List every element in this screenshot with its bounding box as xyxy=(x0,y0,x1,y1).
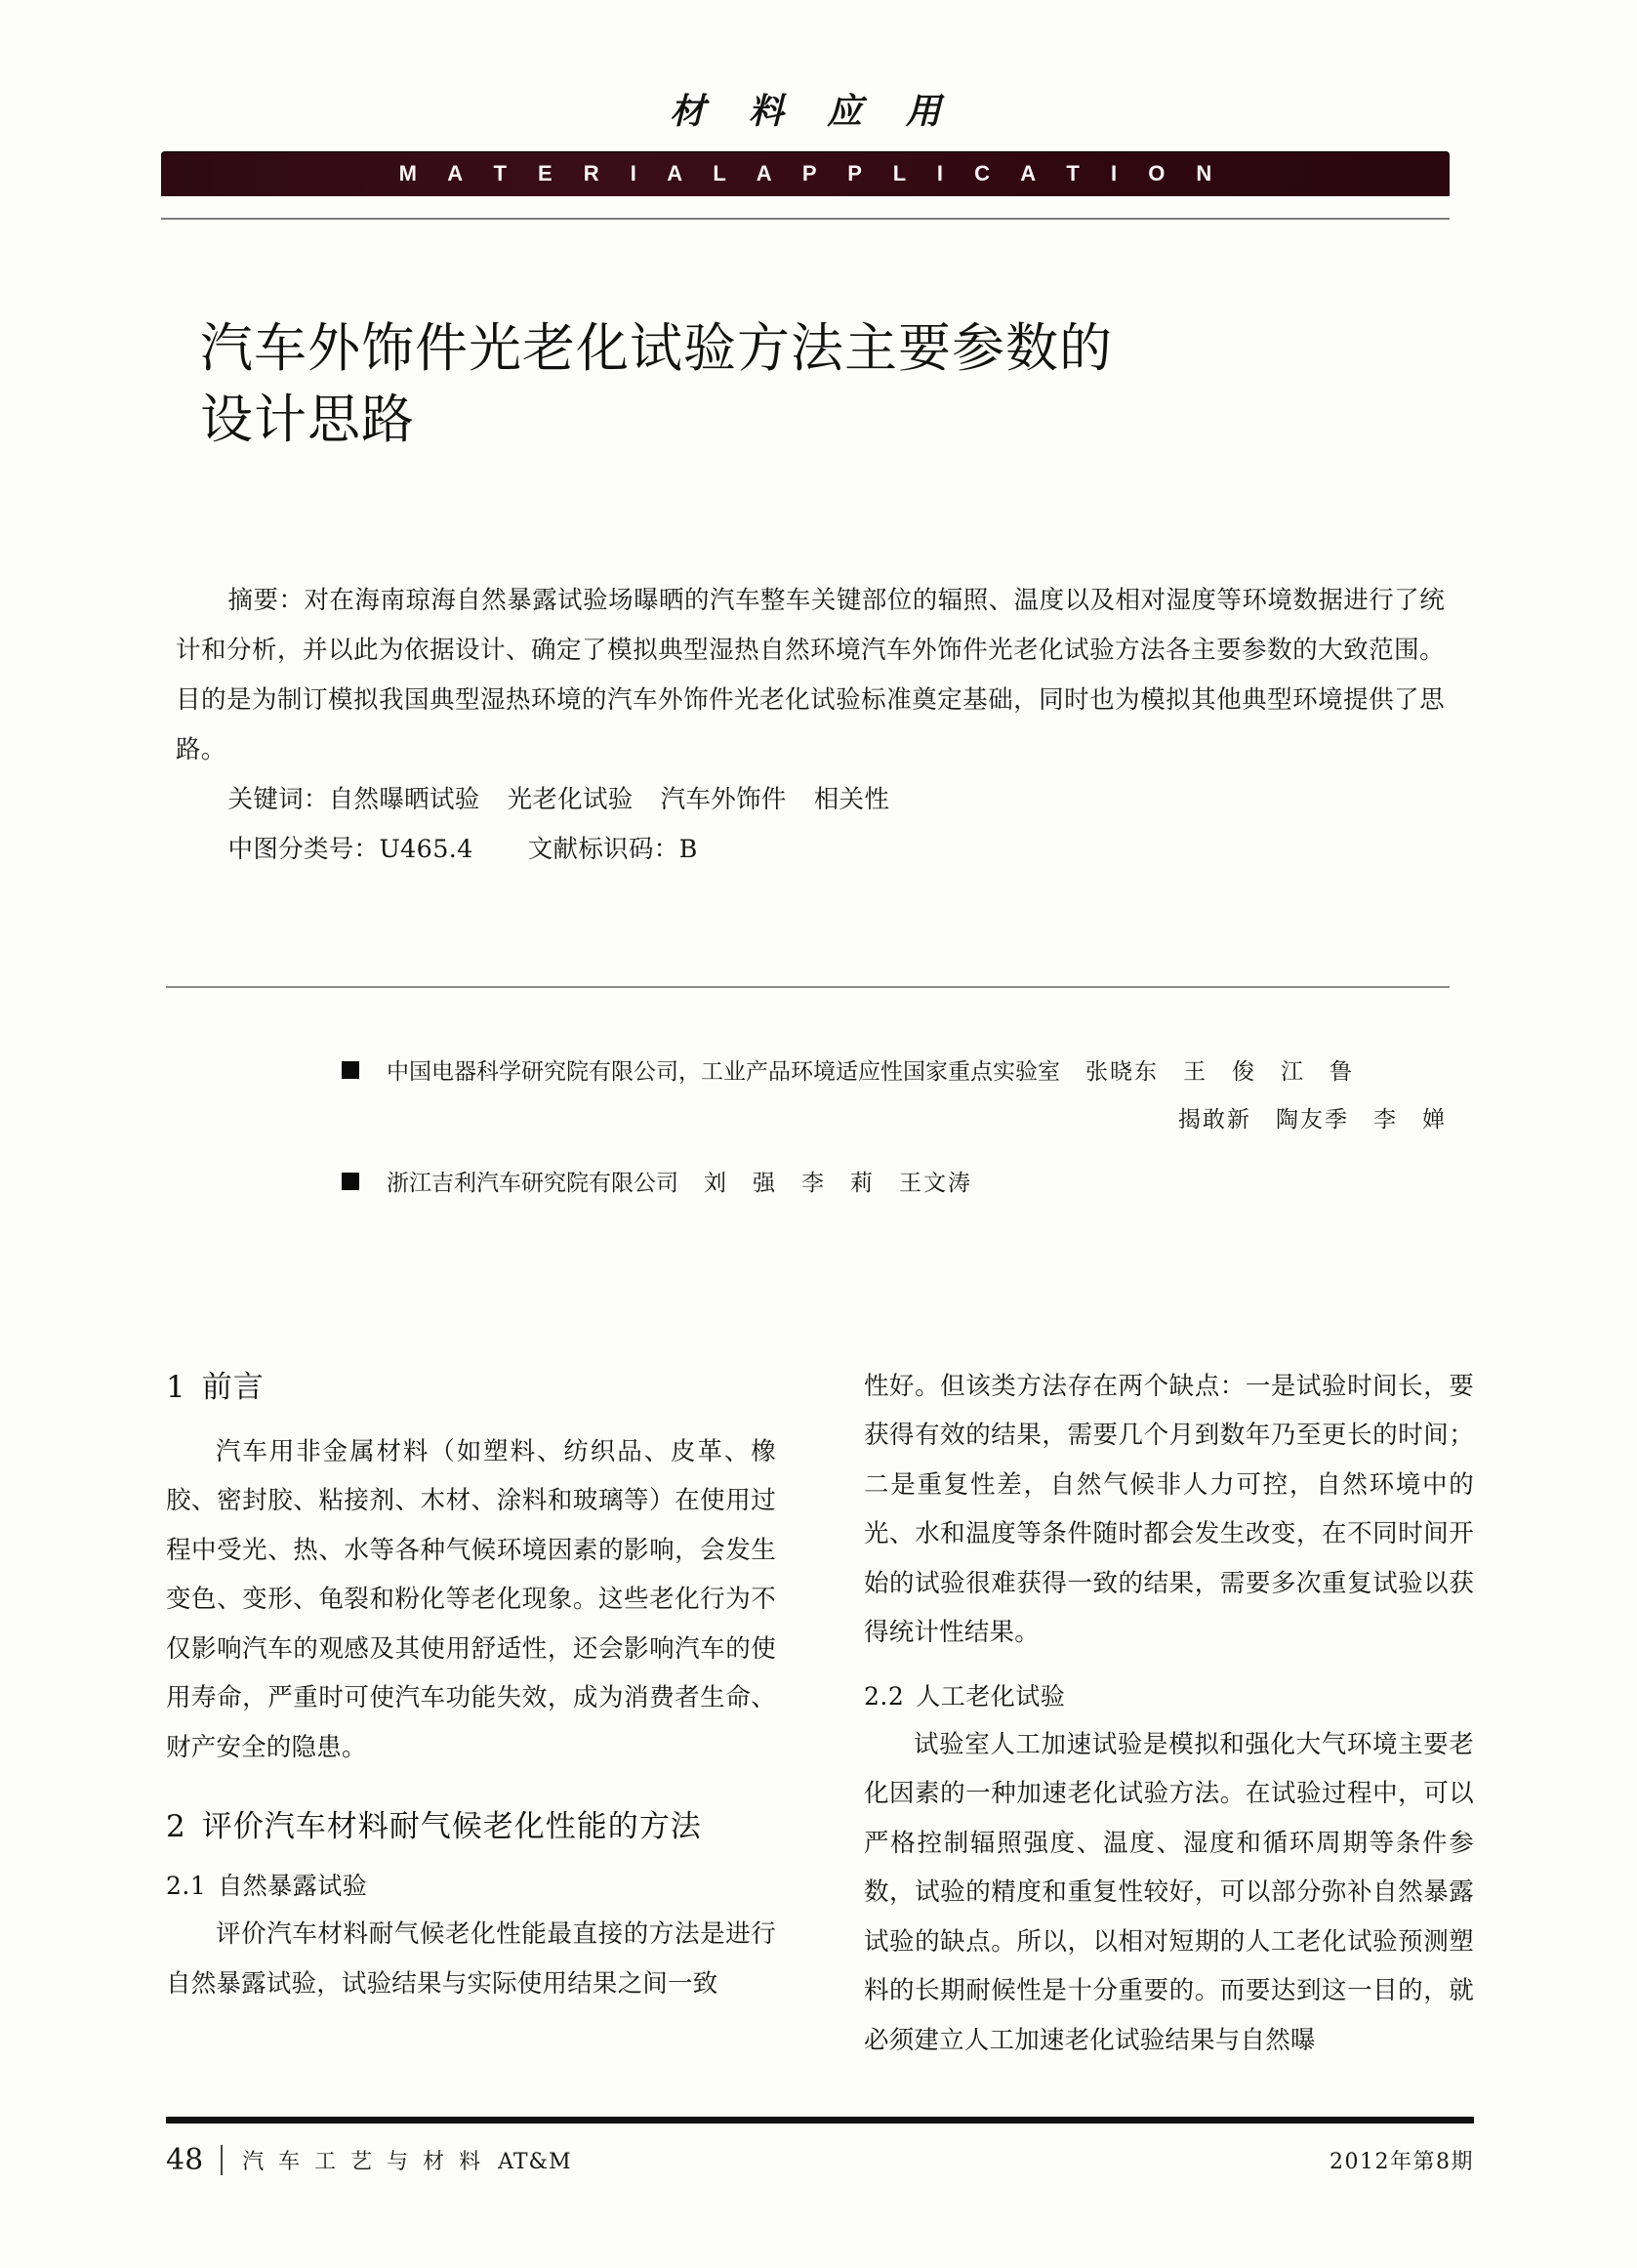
right-column xyxy=(864,1362,1474,2065)
header-divider xyxy=(161,218,1450,220)
affiliation-row xyxy=(342,1164,1454,1203)
authors-divider xyxy=(166,986,1450,988)
square-bullet-icon xyxy=(342,1173,359,1190)
affiliation-row xyxy=(342,1052,1454,1092)
classification-line xyxy=(176,825,1445,875)
section-heading-1 xyxy=(166,1362,776,1406)
affiliation-authors: 刘 强 李 莉 王文涛 xyxy=(704,1170,972,1196)
affiliation-text xyxy=(387,1164,1454,1203)
section-banner xyxy=(161,151,1450,196)
footer-divider xyxy=(166,2117,1474,2124)
section-title-cn: 材 料 应 用 xyxy=(670,91,957,132)
section-label: 评价汽车材料耐气候老化性能的方法 xyxy=(201,1809,702,1845)
abstract-paragraph: 摘要：对在海南琼海自然暴露试验场曝晒的汽车整车关键部位的辐照、温度以及相对湿度等环境数据进行了统计和分析，并以此为依据设计、确定了模拟典型湿热自然环境汽车外饰件光老化试验方法各主要参数的大致范围。目的是为制订模拟我国典型湿热环境的汽车外饰件光老化试验标准奠定基础，同时也为模拟其他典型环境提供了思路。 xyxy=(176,586,1445,764)
abstract-block xyxy=(176,576,1445,875)
subsection-heading-2-2 xyxy=(864,1677,1474,1712)
subsection-number: 2.2 xyxy=(864,1681,905,1711)
clc-label: 中图分类号： xyxy=(227,835,380,864)
keywords-label: 关键词： xyxy=(227,785,329,814)
body-columns xyxy=(166,1362,1474,2065)
journal-name-en: AT&M xyxy=(498,2150,572,2174)
section-number: 1 xyxy=(166,1370,186,1405)
paragraph-continued: 性好。但该类方法存在两个缺点：一是试验时间长，要获得有效的结果，需要几个月到数年乃至更长的时间；二是重复性差，自然气候非人力可控，自然环境中的光、水和温度等条件随时都会发生改变，在不同时间开始的试验很难获得一致的结果，需要多次重复试验以获得统计性结果。 xyxy=(864,1372,1474,1648)
title-line-1: 汽车外饰件光老化试验方法主要参数的 xyxy=(200,317,1113,379)
affiliation-authors-overflow: 揭敢新 陶友季 李 婵 xyxy=(1178,1107,1447,1134)
section-label: 前言 xyxy=(201,1370,265,1405)
page-number: 48 xyxy=(166,2143,204,2177)
page-header xyxy=(161,93,1450,220)
subsection-label: 人工老化试验 xyxy=(916,1681,1066,1711)
subsection-label: 自然暴露试验 xyxy=(218,1872,368,1901)
paragraph: 汽车用非金属材料（如塑料、纺织品、皮革、橡胶、密封胶、粘接剂、木材、涂料和玻璃等）在使用过程中受光、热、水等各种气候环境因素的影响，会发生变色、变形、龟裂和粉化等老化现象。这些老化行为不仅影响汽车的观感及其使用舒适性，还会影响汽车的使用寿命，严重时可使汽车功能失效，成为消费者生命、财产安全的隐患。 xyxy=(166,1437,776,1762)
doc-code-value: B xyxy=(678,835,698,864)
keyword-1: 光老化试验 xyxy=(507,785,634,814)
journal-name-cn: 汽 车 工 艺 与 材 料 xyxy=(242,2150,485,2174)
journal-name xyxy=(221,2145,571,2175)
affiliation-authors: 张晓东 王 俊 江 鲁 xyxy=(1085,1059,1354,1085)
keywords-line xyxy=(176,775,1445,825)
affiliation-org: 中国电器科学研究院有限公司，工业产品环境适应性国家重点实验室 xyxy=(387,1059,1060,1085)
subsection-heading-2-1 xyxy=(166,1867,776,1902)
keyword-2: 汽车外饰件 xyxy=(660,785,787,814)
doc-code-label: 文献标识码： xyxy=(527,835,679,864)
paragraph: 试验室人工加速试验是模拟和强化大气环境主要老化因素的一种加速老化试验方法。在试验过程中，可以严格控制辐照强度、温度、湿度和循环周期等条件参数，试验的精度和重复性较好，可以部分弥补自然暴露试验的缺点。所以，以相对短期的人工老化试验预测塑料的长期耐候性是十分重要的。而要达到这一目的，就必须建立人工加速老化试验结果与自然曝 xyxy=(864,1729,1474,2055)
title-line-2: 设计思路 xyxy=(200,389,415,451)
page-footer xyxy=(166,2143,1474,2177)
square-bullet-icon xyxy=(342,1061,359,1079)
affiliations-block xyxy=(342,1052,1454,1211)
clc-value: U465.4 xyxy=(379,835,473,864)
section-title-en: M A T E R I A L A P P L I C A T I O N xyxy=(398,160,1225,186)
section-heading-2 xyxy=(166,1801,776,1845)
page-title xyxy=(200,312,1371,456)
affiliation-org: 浙江吉利汽车研究院有限公司 xyxy=(387,1170,678,1196)
affiliation-text xyxy=(387,1052,1454,1092)
keyword-3: 相关性 xyxy=(813,785,890,814)
issue-label: 2012年第8期 xyxy=(1330,2150,1474,2174)
left-column xyxy=(166,1362,776,2065)
keyword-0: 自然曝晒试验 xyxy=(328,785,480,814)
paragraph: 评价汽车材料耐气候老化性能最直接的方法是进行自然暴露试验，试验结果与实际使用结果之间一致 xyxy=(166,1919,776,1999)
subsection-number: 2.1 xyxy=(166,1872,207,1901)
section-number: 2 xyxy=(166,1809,186,1845)
